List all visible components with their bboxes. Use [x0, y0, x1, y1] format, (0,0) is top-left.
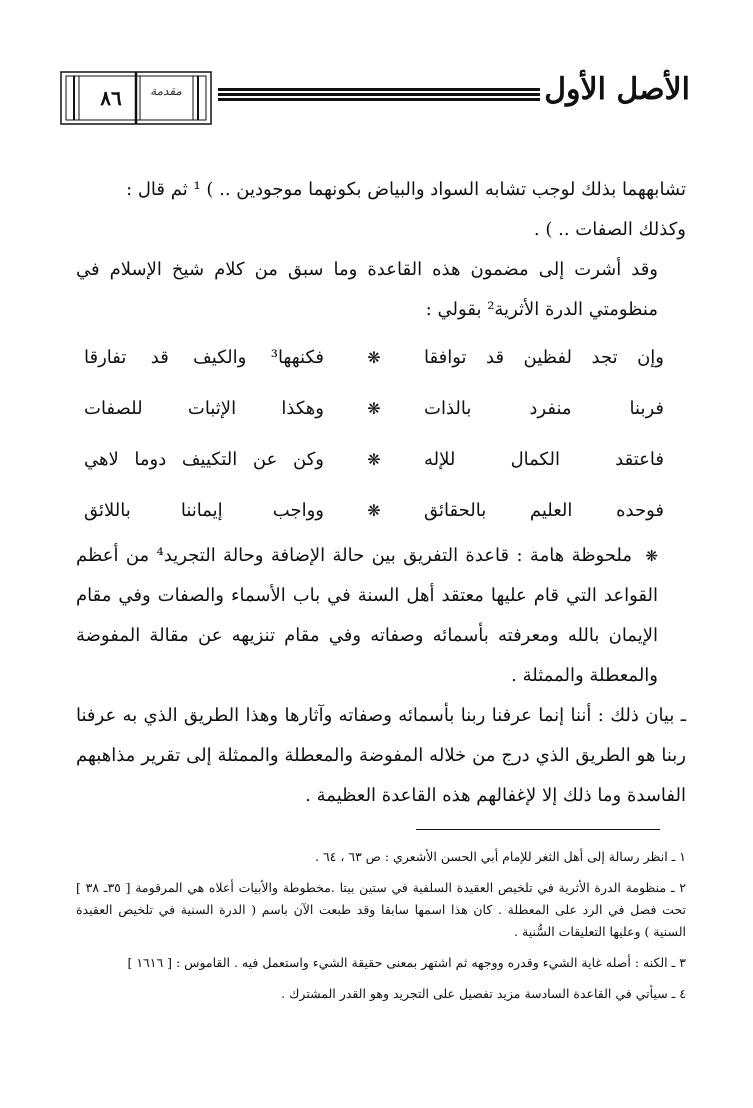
- verse-separator-icon: ❋: [367, 500, 381, 520]
- verse-row: [76, 434, 686, 485]
- verse-row: [76, 383, 686, 434]
- explanation-paragraph: ـ بيان ذلك : أننا إنما عرفنا ربنا بأسمائه وصفاته وآثارها وهذا الطريق الذي به عرفنا ربنا هو الطريق الذي درج من خلاله المفوضة والمعطلة والممثلة إلى تقرير مذاهبهم الفاسدة وما ذلك إلا لإغفالهم هذه القاعدة العظيمة .: [76, 705, 686, 806]
- verse-row: [76, 332, 686, 383]
- chapter-title: الأصل الأول: [544, 72, 690, 107]
- verse-hemistich: فوحده العليم بالحقائق: [424, 499, 664, 521]
- header-rule: [218, 88, 540, 102]
- page-header: [60, 60, 690, 140]
- text-line: وكذلك الصفات .. ) .: [533, 219, 686, 240]
- poem-verses: [76, 332, 686, 536]
- verse-separator-icon: ❋: [367, 347, 381, 367]
- verse-separator-icon: ❋: [367, 398, 381, 418]
- book-label: مقدمة: [150, 84, 182, 98]
- verse-hemistich: وواجب إيماننا باللائق: [84, 499, 324, 521]
- text-line: تشابههما بذلك لوجب تشابه السواد والبياض بكونهما موجودين .. ) ¹ ثم قال :: [126, 179, 686, 200]
- verse-hemistich: فاعتقد الكمال للإله: [424, 448, 664, 470]
- footnote: ٢ ـ منظومة الدرة الأثرية في تلخيص العقيدة السلفية في ستين بيتا .مخطوطة والأبيات أعلاه هي المرقومة [ ٣٥ـ ٣٨ ] تحت فصل في الرد على المعطلة . كان هذا اسمها سابقا وقد طبعت الآن باسم ( الدرة السنية في تلخيص العقيدة السنية ) وعليها التعليقات السُّنية .: [76, 880, 686, 939]
- verse-hemistich: فربنا منفرد بالذات: [424, 397, 664, 419]
- main-text: [76, 170, 686, 816]
- note-text: ملحوظة هامة : قاعدة التفريق بين حالة الإضافة وحالة التجريد⁴ من أعظم القواعد التي قام عليها معتقد أهل السنة في باب الأسماء والصفات وفي مقام الإيمان بالله ومعرفته بأسمائه وصفاته وفي مقام تنزيهه عن مقالة المفوضة والمعطلة والممثلة .: [76, 545, 658, 686]
- paragraph: وقد أشرت إلى مضمون هذه القاعدة وما سبق من كلام شيخ الإسلام في منظومتي الدرة الأثرية² بقولي :: [76, 259, 658, 320]
- verse-hemistich: فكنهها³ والكيف قد تفارقا: [84, 346, 324, 368]
- footnote: ٤ ـ سيأتي في القاعدة السادسة مزيد تفصيل على التجريد وهو القدر المشترك .: [281, 986, 686, 1001]
- verse-separator-icon: ❋: [367, 449, 381, 469]
- page-number: ٨٦: [100, 86, 122, 110]
- footnote: ٣ ـ الكنه : أصله غاية الشيء وقدره ووجهه ثم اشتهر بمعنى حقيقة الشيء واستعمل فيه . القاموس : [ ١٦١٦ ]: [127, 955, 686, 970]
- note-paragraph: [76, 536, 686, 696]
- footnote: ١ ـ انظر رسالة إلى أهل الثغر للإمام أبي الحسن الأشعري : ص ٦٣ ، ٦٤ .: [315, 849, 686, 864]
- footnote-divider: [416, 829, 660, 830]
- footnotes: [76, 846, 686, 1014]
- verse-hemistich: وإن تجد لفظين قد توافقا: [424, 346, 664, 368]
- note-star-icon: ❋: [645, 547, 658, 565]
- verse-row: [76, 485, 686, 536]
- verse-hemistich: وهكذا الإثبات للصفات: [84, 397, 324, 419]
- verse-hemistich: وكن عن التكييف دوما لاهي: [84, 448, 324, 470]
